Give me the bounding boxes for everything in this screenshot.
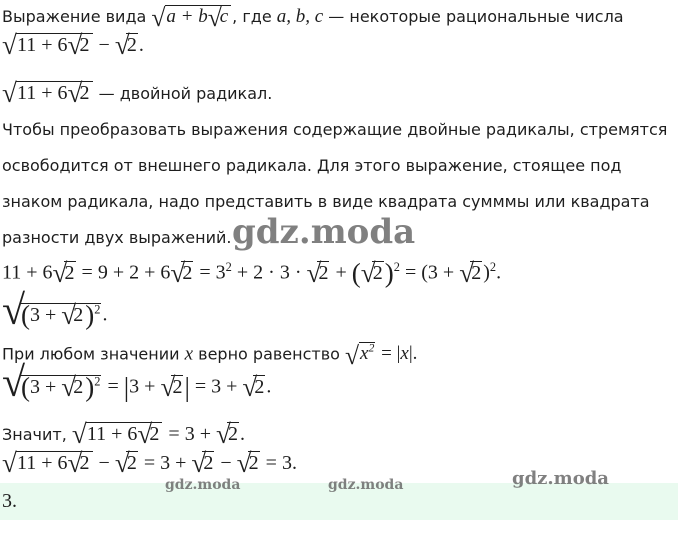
step-square: 11 + 6√ 2 = 9 + 2 + 6√ $2 = 3^2 + 2 \cdot 3$ · √ 2 + (√ 2)$^2$ = (3 + √ 2 )$^2$. — [2, 256, 501, 284]
watermark-small-1: gdz.moda — [165, 477, 241, 493]
paragraph-line-3: знаком радикала, надо представить в виде квадрата сумммы или квадрата — [2, 192, 650, 211]
final-calculation: √ 11 + 6√ 2 − √ 2 = 3 + √ 2 − √ 2 = 3. — [2, 452, 297, 474]
therefore-word: Значит, — [2, 425, 67, 444]
paragraph-line-1: Чтобы преобразовать выражения содержащие двойные радикалы, стремятся — [2, 120, 668, 139]
double-radical-suffix: — двойной радикал. — [93, 84, 273, 103]
answer: 3. — [2, 490, 17, 512]
therefore-line — [2, 423, 245, 446]
task-expression: √ 11 + 6√ 2 − √ 2 . — [2, 34, 144, 56]
step-abs: √ (3 + √ 2)$^2$ = |3 + √ 2| = 3 + √ 2 . — [2, 370, 271, 398]
watermark-large: gdz.moda — [232, 212, 416, 252]
identity-text2: верно равенство — [198, 344, 340, 364]
identity-line — [2, 338, 417, 365]
double-radical-line — [2, 82, 272, 105]
intro-text-before: Выражение вида — [2, 7, 147, 26]
paragraph-line-4: разности двух выражений. — [2, 228, 232, 247]
intro-line — [2, 6, 624, 28]
watermark-small-3: gdz.moda — [512, 468, 609, 489]
identity-formula: √ $x^2 = |x|$. — [345, 342, 417, 364]
intro-vars: a, b, c — [276, 6, 324, 27]
intro-text-middle: , где — [232, 7, 272, 26]
intro-text-after: — некоторые рациональные числа — [323, 7, 624, 26]
step-sqrt-square: √ (3 + √ 2)$^2$ . — [2, 298, 107, 326]
identity-var: x — [184, 343, 194, 365]
therefore-formula: √ 11 + 6√ 2 = 3 + √ 2 . — [72, 423, 245, 445]
identity-text: При любом значении — [2, 344, 180, 364]
paragraph-line-2: освободится от внешнего радикала. Для этого выражение, стоящее под — [2, 156, 622, 175]
double-radical: √ 11 + 6√ 2 — [2, 82, 93, 104]
general-radical: √ a + b√ c — [151, 6, 231, 28]
watermark-small-2: gdz.moda — [328, 477, 404, 493]
